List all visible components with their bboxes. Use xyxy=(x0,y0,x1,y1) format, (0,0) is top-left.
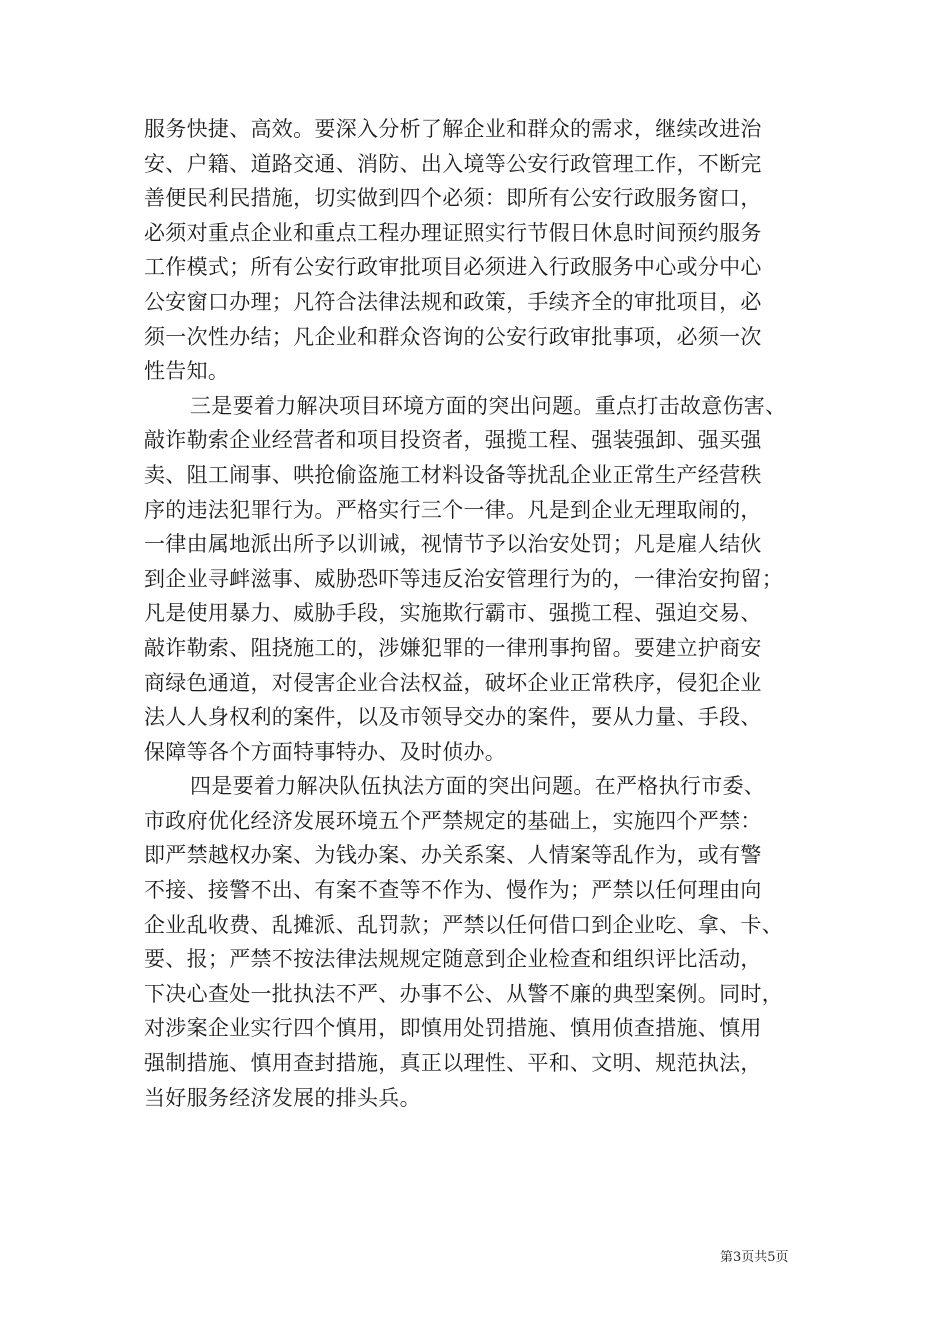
text-line: 工作模式；所有公安行政审批项目必须进入行政服务中心或分中心 xyxy=(144,255,762,280)
document-body xyxy=(144,112,820,1115)
text-line: 即严禁越权办案、为钱办案、办关系案、人情案等乱作为，或有警 xyxy=(144,843,762,868)
text-line: 必须对重点企业和重点工程办理证照实行节假日休息时间预约服务 xyxy=(144,220,762,245)
text-line: 三是要着力解决项目环境方面的突出问题。重点打击故意伤害、 xyxy=(190,393,787,418)
text-line: 商绿色通道，对侵害企业合法权益，破坏企业正常秩序，侵犯企业 xyxy=(144,670,762,695)
text-line: 当好服务经济发展的排头兵。 xyxy=(144,1085,421,1110)
text-line: 善便民利民措施，切实做到四个必须：即所有公安行政服务窗口， xyxy=(144,186,762,211)
text-line: 四是要着力解决队伍执法方面的突出问题。在严格执行市委、 xyxy=(190,774,766,799)
page-number-footer: 第3页共5页 xyxy=(720,1250,789,1265)
text-line: 强制措施、慎用查封措施，真正以理性、平和、文明、规范执法， xyxy=(144,1051,762,1076)
text-line: 公安窗口办理；凡符合法律法规和政策，手续齐全的审批项目，必 xyxy=(144,289,762,314)
text-line: 性告知。 xyxy=(144,359,230,384)
text-line: 到企业寻衅滋事、威胁恐吓等违反治安管理行为的，一律治安拘留； xyxy=(144,566,783,591)
text-line: 要、报；严禁不按法律法规规定随意到企业检查和组织评比活动， xyxy=(144,947,762,972)
text-line: 卖、阻工闹事、哄抢偷盗施工材料设备等扰乱企业正常生产经营秩 xyxy=(144,462,762,487)
text-line: 须一次性办结；凡企业和群众咨询的公安行政审批事项，必须一次 xyxy=(144,324,762,349)
text-line: 安、户籍、道路交通、消防、出入境等公安行政管理工作，不断完 xyxy=(144,151,762,176)
text-line: 市政府优化经济发展环境五个严禁规定的基础上，实施四个严禁： xyxy=(144,808,762,833)
text-line: 保障等各个方面特事特办、及时侦办。 xyxy=(144,739,507,764)
text-line: 敲诈勒索企业经营者和项目投资者，强揽工程、强装强卸、强买强 xyxy=(144,428,762,453)
text-line: 下决心查处一批执法不严、办事不公、从警不廉的典型案例。同时， xyxy=(144,981,783,1006)
text-line: 凡是使用暴力、威胁手段，实施欺行霸市、强揽工程、强迫交易、 xyxy=(144,601,762,626)
text-line: 法人人身权利的案件，以及市领导交办的案件，要从力量、手段、 xyxy=(144,705,762,730)
text-line: 不接、接警不出、有案不查等不作为、慢作为；严禁以任何理由向 xyxy=(144,878,762,903)
text-line: 序的违法犯罪行为。严格实行三个一律。凡是到企业无理取闹的， xyxy=(144,497,762,522)
text-line: 对涉案企业实行四个慎用，即慎用处罚措施、慎用侦查措施、慎用 xyxy=(144,1016,762,1041)
text-line: 一律由属地派出所予以训诫，视情节予以治安处罚；凡是雇人结伙 xyxy=(144,532,762,557)
text-line: 服务快捷、高效。要深入分析了解企业和群众的需求，继续改进治 xyxy=(144,117,762,141)
text-line: 企业乱收费、乱摊派、乱罚款；严禁以任何借口到企业吃、拿、卡、 xyxy=(144,912,783,937)
text-line: 敲诈勒索、阻挠施工的，涉嫌犯罪的一律刑事拘留。要建立护商安 xyxy=(144,635,762,660)
